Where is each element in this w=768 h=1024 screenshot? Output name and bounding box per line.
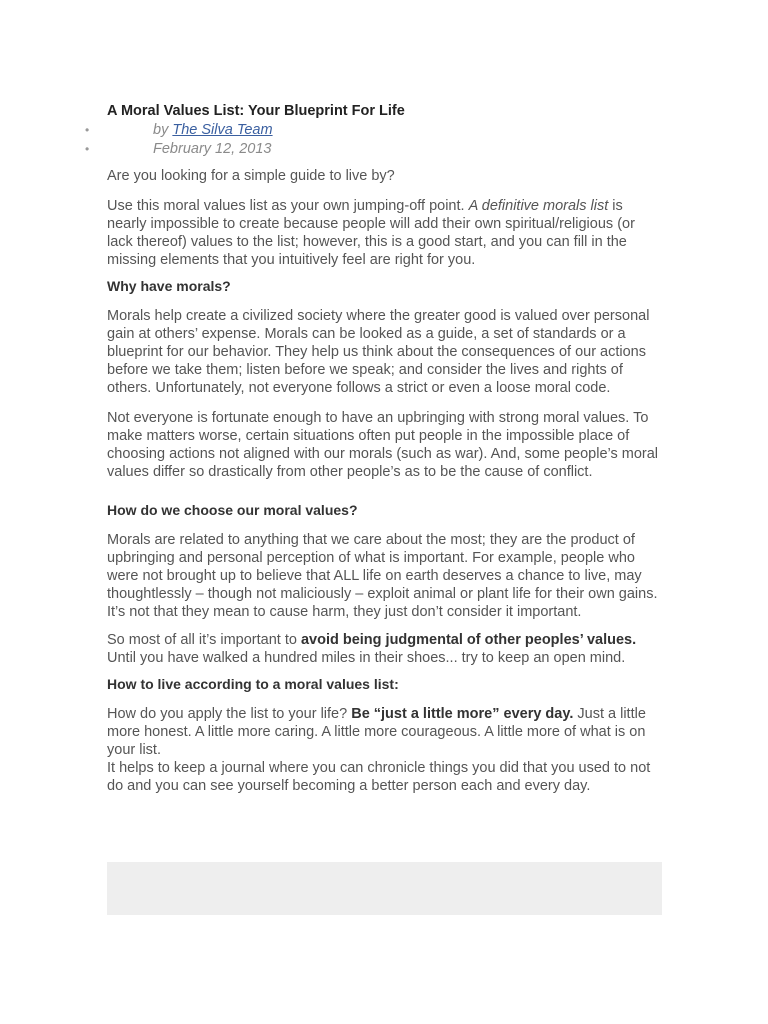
bullet-icon: • — [85, 123, 90, 137]
choose-text-1: So most of all it’s important to — [107, 632, 301, 648]
publish-date: February 12, 2013 — [153, 141, 272, 157]
heading-choose-morals: How do we choose our moral values? — [107, 502, 358, 518]
why-paragraph-1: Morals help create a civilized society where the greater good is valued over personal gain at others’ expense. Morals can be looked as a guide, a set of standards or a blueprint for our behavior. They help us think about the consequences of our actions before we take them; listen before we speak; and consider the lives and rights of others. Unfortunately, not everyone follows a strict or even a loose moral code. — [107, 308, 650, 396]
choose-text-2: Until you have walked a hundred miles in their shoes... try to keep an open mind. — [107, 650, 626, 666]
choose-bold: avoid being judgmental of other peoples’ values. — [300, 632, 637, 648]
live-paragraph-2: It helps to keep a journal where you can chronicle things you did that you used to not do and you can see yourself becoming a better person each and every day. — [107, 760, 651, 794]
intro-text-1: Use this moral values list as your own jumping-off point. — [107, 198, 469, 214]
live-paragraph-1 — [107, 705, 663, 759]
date-line — [85, 140, 663, 159]
live-text-1: How do you apply the list to your life? — [107, 706, 352, 722]
choose-paragraph-2 — [107, 631, 663, 667]
live-text-2: Just a little more honest. A little more caring. A little more courageous. A little more of what is on your list. — [107, 706, 646, 758]
embedded-content-placeholder — [107, 862, 662, 915]
intro-emphasis: A definitive morals list — [468, 198, 609, 214]
article-title: A Moral Values List: Your Blueprint For Life — [107, 103, 405, 119]
author-line — [85, 121, 663, 140]
live-bold: Be “just a little more” every day. — [351, 706, 574, 722]
article — [85, 102, 663, 795]
intro-paragraph — [107, 197, 663, 269]
intro-question: Are you looking for a simple guide to live by? — [107, 168, 395, 184]
choose-paragraph-1: Morals are related to anything that we care about the most; they are the product of upbringing and personal perception of what is important. For example, people who were not brought up to believe that ALL life on earth deserves a chance to live, may thoughtlessly – though not maliciously – exploit animal or plant life for their own gains. It’s not that they mean to cause harm, they just don’t consider it important. — [107, 532, 658, 620]
heading-why-have-morals: Why have morals? — [107, 278, 231, 294]
author-link[interactable]: The Silva Team — [172, 122, 273, 138]
article-meta — [85, 121, 663, 159]
bullet-icon: • — [85, 142, 90, 156]
heading-how-to-live: How to live according to a moral values list: — [107, 676, 399, 692]
intro-text-2: is nearly impossible to create because people will add their own spiritual/religious (or lack thereof) values to the list; however, this is a good start, and you can fill in the missing elements that you intuitively feel are right for you. — [107, 198, 635, 268]
by-prefix: by — [153, 122, 169, 138]
why-paragraph-2: Not everyone is fortunate enough to have an upbringing with strong moral values. To make matters worse, certain situations often put people in the impossible place of choosing actions not aligned with our morals (such as war). And, some people’s moral values differ so drastically from other people’s as to be the cause of conflict. — [107, 410, 659, 480]
